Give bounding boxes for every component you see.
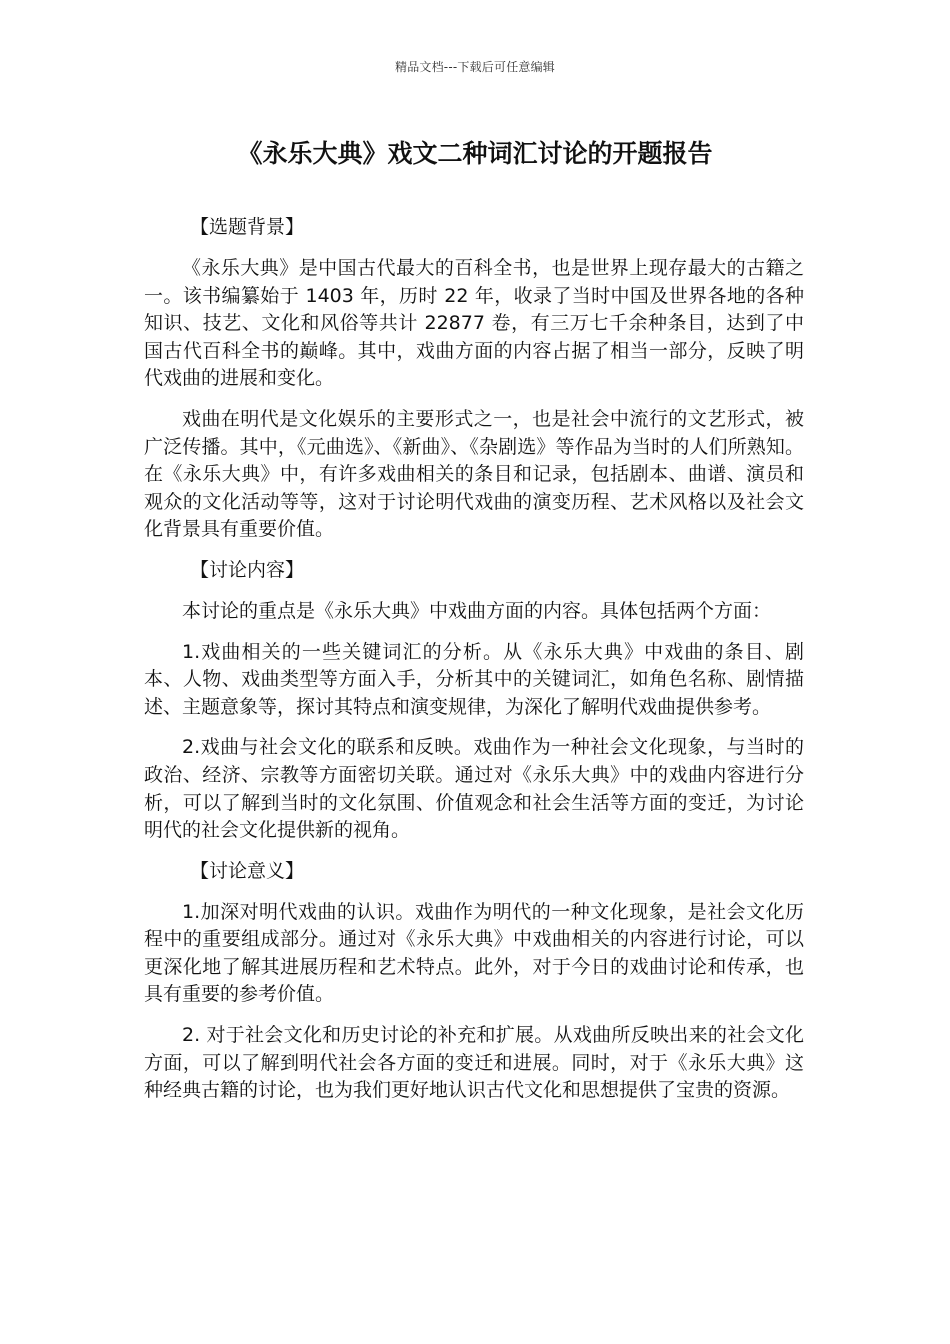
paragraph: 1.加深对明代戏曲的认识。戏曲作为明代的一种文化现象，是社会文化历程中的重要组成部分。通过对《永乐大典》中戏曲相关的内容进行讨论，可以更深化地了解其进展历程和艺术特点。此外，对于今日的戏曲讨论和传承，也具有重要的参考价值。: [144, 900, 804, 1006]
section-significance: [144, 858, 804, 1105]
paragraph: 《永乐大典》是中国古代最大的百科全书，也是世界上现存最大的古籍之一。该书编纂始于 1403 年，历时 22 年，收录了当时中国及世界各地的各种知识、技艺、文化和风俗等共计 22877 卷，有三万七千余种条目，达到了中国古代百科全书的巅峰。其中，戏曲方面的内容占据了相当一部分，反映了明代戏曲的进展和变化。: [144, 257, 804, 390]
document-title: 《永乐大典》戏文二种词汇讨论的开题报告: [237, 139, 713, 168]
section-heading: 【讨论意义】: [190, 859, 305, 882]
document-body: [144, 214, 804, 1118]
section-heading: 【讨论内容】: [190, 558, 305, 581]
page-header-note: 精品文档---下载后可任意编辑: [395, 60, 555, 74]
section-content: [144, 557, 804, 845]
section-background: [144, 214, 804, 544]
paragraph: 戏曲在明代是文化娱乐的主要形式之一，也是社会中流行的文艺形式，被广泛传播。其中，《元曲选》、《新曲》、《杂剧选》等作品为当时的人们所熟知。在《永乐大典》中，有许多戏曲相关的条目和记录，包括剧本、曲谱、演员和观众的文化活动等等，这对于讨论明代戏曲的演变历程、艺术风格以及社会文化背景具有重要价值。: [144, 407, 804, 541]
paragraph: 2.戏曲与社会文化的联系和反映。戏曲作为一种社会文化现象，与当时的政治、经济、宗教等方面密切关联。通过对《永乐大典》中的戏曲内容进行分析，可以了解到当时的文化氛围、价值观念和社会生活等方面的变迁，为讨论明代的社会文化提供新的视角。: [144, 736, 804, 842]
paragraph: 1.戏曲相关的一些关键词汇的分析。从《永乐大典》中戏曲的条目、剧本、人物、戏曲类型等方面入手，分析其中的关键词汇，如角色名称、剧情描述、主题意象等，探讨其特点和演变规律，为深化了解明代戏曲提供参考。: [144, 640, 804, 718]
paragraph: 2. 对于社会文化和历史讨论的补充和扩展。从戏曲所反映出来的社会文化方面，可以了解到明代社会各方面的变迁和进展。同时，对于《永乐大典》这种经典古籍的讨论，也为我们更好地认识古代文化和思想提供了宝贵的资源。: [144, 1024, 804, 1102]
paragraph: 本讨论的重点是《永乐大典》中戏曲方面的内容。具体包括两个方面：: [182, 599, 772, 622]
section-heading: 【选题背景】: [190, 216, 305, 238]
